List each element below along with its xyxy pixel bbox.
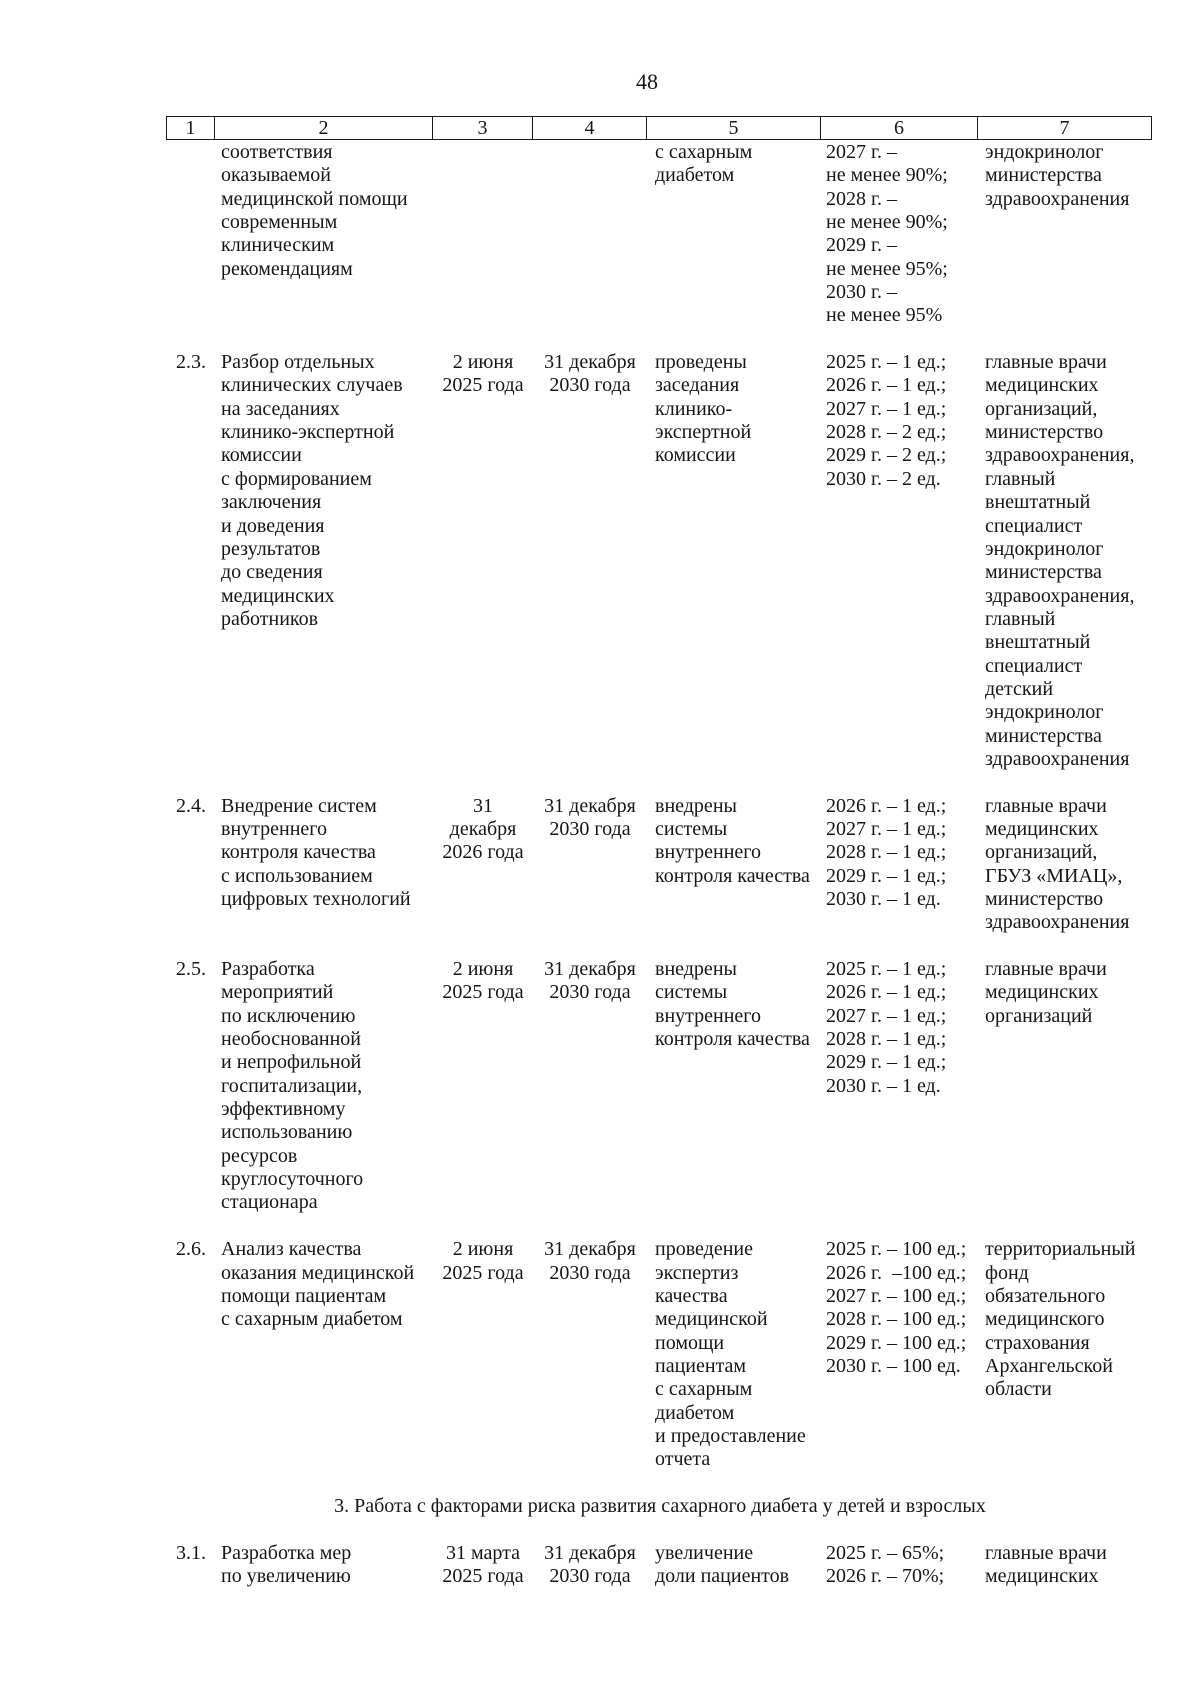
indicator-line: 2030 г. – 2 ед. <box>826 467 941 490</box>
responsible-cell <box>978 141 1152 328</box>
indicator-line: 2029 г. – 2 ед.; <box>826 444 947 467</box>
row-number-cell <box>167 958 215 1215</box>
responsible-cell <box>978 795 1152 935</box>
end-date-line: 2030 года <box>549 1564 631 1587</box>
result-cell <box>647 1238 821 1471</box>
responsible-line: главные врачи <box>985 794 1107 817</box>
section-2-rows <box>167 141 1152 1472</box>
activity-line: оказываемой <box>221 164 331 187</box>
start-date-line: 2025 года <box>442 981 524 1004</box>
start-date-line: 2025 года <box>442 374 524 397</box>
row-number-cell <box>167 1238 215 1471</box>
responsible-line: организаций, <box>985 841 1098 864</box>
indicator-line: 2029 г. – 1 ед.; <box>826 864 947 887</box>
result-cell <box>647 958 821 1215</box>
column-header-2: 2 <box>215 117 433 139</box>
indicator-cell <box>821 141 978 328</box>
activity-line: по исключению <box>221 1004 356 1027</box>
result-line: проведение <box>655 1238 753 1261</box>
indicator-line: не менее 90%; <box>826 211 948 234</box>
column-header-7: 7 <box>978 117 1152 139</box>
table-header-row <box>166 116 1152 140</box>
indicator-line: 2026 г. – 1 ед.; <box>826 374 947 397</box>
result-line: контроля качества <box>655 864 810 887</box>
activity-line: рекомендациям <box>221 257 353 280</box>
indicator-line: 2028 г. – 1 ед.; <box>826 841 947 864</box>
page-number: 48 <box>636 69 658 94</box>
activity-cell <box>215 1238 433 1471</box>
end-date-cell <box>533 795 647 935</box>
activity-line: медицинской помощи <box>221 187 408 210</box>
activity-line: Разбор отдельных <box>221 351 375 374</box>
result-line: качества <box>655 1284 728 1307</box>
indicator-line: 2029 г. – <box>826 234 897 257</box>
indicator-line: не менее 95% <box>826 304 943 327</box>
indicator-line: 2028 г. – <box>826 187 897 210</box>
responsible-cell <box>978 958 1152 1215</box>
start-date-cell <box>433 795 533 935</box>
responsible-line: медицинских <box>985 981 1099 1004</box>
activity-line: соответствия <box>221 141 333 163</box>
table-body <box>166 141 1152 1588</box>
section-heading: 3. Работа с факторами риска развития сахарного диабета у детей и взрослых <box>334 1494 986 1517</box>
activity-line: эффективному <box>221 1098 346 1121</box>
result-line: и предоставление <box>655 1424 806 1447</box>
responsible-line: эндокринолог <box>985 537 1104 560</box>
result-line: контроля качества <box>655 1028 810 1051</box>
end-date-line: 31 декабря <box>544 351 636 374</box>
column-header-5: 5 <box>647 117 821 139</box>
activity-cell <box>215 958 433 1215</box>
responsible-line: области <box>985 1378 1052 1401</box>
end-date-cell <box>533 141 647 328</box>
start-date-line: 31 марта <box>446 1541 520 1564</box>
indicator-line: 2030 г. – 1 ед. <box>826 888 941 910</box>
responsible-line: территориальный <box>985 1238 1136 1261</box>
row-number-line: 2.3. <box>176 351 206 374</box>
activity-line: контроля качества <box>221 841 376 864</box>
responsible-cell <box>978 351 1152 771</box>
indicator-line: 2028 г. – 100 ед.; <box>826 1308 967 1331</box>
activity-line: с формированием <box>221 467 372 490</box>
responsible-line: ГБУЗ «МИАЦ», <box>985 864 1123 887</box>
table-row <box>167 1542 1152 1589</box>
end-date-cell <box>533 1238 647 1471</box>
end-date-line: 31 декабря <box>544 1541 636 1564</box>
indicator-line: 2028 г. – 2 ед.; <box>826 421 947 444</box>
result-line: системы <box>655 981 728 1004</box>
result-line: экспертной <box>655 421 752 444</box>
indicator-line: не менее 95%; <box>826 257 948 280</box>
result-line: экспертиз <box>655 1261 739 1284</box>
responsible-line: главный <box>985 467 1056 490</box>
result-line: пациентам <box>655 1354 747 1377</box>
table-row <box>167 351 1152 771</box>
responsible-line: здравоохранения <box>985 187 1130 210</box>
row-number-line: 3.1. <box>176 1541 206 1564</box>
result-line: с сахарным <box>655 1378 753 1401</box>
activity-line: заключения <box>221 491 322 514</box>
activity-line: использованию <box>221 1121 353 1144</box>
column-header-3: 3 <box>433 117 533 139</box>
responsible-line: эндокринолог <box>985 701 1104 724</box>
responsible-line: Архангельской <box>985 1354 1113 1377</box>
indicator-line: 2025 г. – 1 ед.; <box>826 351 947 374</box>
result-cell <box>647 141 821 328</box>
activity-line: клиническим <box>221 234 335 257</box>
responsible-cell <box>978 1542 1152 1589</box>
indicator-line: 2027 г. – 1 ед.; <box>826 817 947 840</box>
indicator-line: 2028 г. – 1 ед.; <box>826 1028 947 1051</box>
start-date-line: 2 июня <box>452 958 514 981</box>
activity-line: и доведения <box>221 514 325 537</box>
activity-cell <box>215 1542 433 1589</box>
activity-line: внутреннего <box>221 817 327 840</box>
responsible-cell <box>978 1238 1152 1471</box>
row-number-line: 2.4. <box>176 794 206 817</box>
responsible-line: медицинских <box>985 1564 1099 1587</box>
end-date-cell <box>533 1542 647 1589</box>
start-date-cell <box>433 958 533 1215</box>
indicator-line: 2029 г. – 100 ед.; <box>826 1331 967 1354</box>
responsible-line: министерства <box>985 561 1102 584</box>
result-line: клинико- <box>655 397 733 420</box>
result-line: проведены <box>655 351 747 374</box>
activity-line: медицинских <box>221 584 335 607</box>
responsible-line: страхования <box>985 1331 1090 1354</box>
result-line: комиссии <box>655 444 736 467</box>
result-line: доли пациентов <box>655 1564 790 1587</box>
indicator-line: 2029 г. – 1 ед.; <box>826 1051 947 1074</box>
activity-line: на заседаниях <box>221 397 340 420</box>
start-date-cell <box>433 141 533 328</box>
responsible-line: главные врачи <box>985 351 1107 374</box>
indicator-cell <box>821 1542 978 1589</box>
responsible-line: здравоохранения, <box>985 584 1135 607</box>
indicator-line: 2025 г. – 100 ед.; <box>826 1238 967 1261</box>
responsible-line: министерства <box>985 724 1102 747</box>
result-line: системы <box>655 817 728 840</box>
responsible-line: здравоохранения <box>985 747 1130 770</box>
result-line: диабетом <box>655 164 735 187</box>
activity-line: результатов <box>221 537 321 560</box>
indicator-line: 2027 г. – 100 ед.; <box>826 1284 967 1307</box>
start-date-line: 31 <box>473 794 493 817</box>
activity-line: помощи пациентам <box>221 1284 387 1307</box>
start-date-cell <box>433 351 533 771</box>
activity-line: клинико-экспертной <box>221 421 395 444</box>
responsible-line: организаций <box>985 1004 1093 1027</box>
result-line: внутреннего <box>655 841 761 864</box>
indicator-line: 2025 г. – 65%; <box>826 1541 945 1564</box>
end-date-line: 2030 года <box>549 374 631 397</box>
plan-table <box>166 116 1152 1612</box>
column-header-1: 1 <box>167 117 215 139</box>
responsible-line: главные врачи <box>985 958 1107 981</box>
responsible-line: здравоохранения <box>985 911 1130 934</box>
result-line: с сахарным <box>655 141 753 163</box>
responsible-line: фонд <box>985 1261 1029 1284</box>
row-number-cell <box>167 1542 215 1589</box>
indicator-line: 2030 г. – <box>826 281 897 304</box>
result-line: медицинской <box>655 1308 768 1331</box>
result-line: увеличение <box>655 1541 754 1564</box>
column-header-4: 4 <box>533 117 647 139</box>
indicator-cell <box>821 795 978 935</box>
responsible-line: медицинского <box>985 1308 1105 1331</box>
responsible-line: главные врачи <box>985 1541 1107 1564</box>
end-date-line: 2030 года <box>549 817 631 840</box>
activity-line: круглосуточного <box>221 1168 364 1191</box>
indicator-line: 2027 г. – 1 ед.; <box>826 397 947 420</box>
activity-line: Анализ качества <box>221 1238 362 1261</box>
end-date-line: 31 декабря <box>544 794 636 817</box>
responsible-line: специалист <box>985 654 1083 677</box>
responsible-line: здравоохранения, <box>985 444 1135 467</box>
responsible-line: обязательного <box>985 1284 1106 1307</box>
indicator-line: 2027 г. – <box>826 141 897 163</box>
activity-line: клинических случаев <box>221 374 403 397</box>
activity-line: комиссии <box>221 444 302 467</box>
start-date-line: 2 июня <box>452 1238 514 1261</box>
activity-line: Разработка <box>221 958 315 981</box>
end-date-cell <box>533 351 647 771</box>
activity-line: до сведения <box>221 561 323 584</box>
responsible-line: детский <box>985 677 1054 700</box>
table-row <box>167 795 1152 935</box>
responsible-line: медицинских <box>985 817 1099 840</box>
indicator-line: 2030 г. – 1 ед. <box>826 1074 941 1097</box>
row-number-cell <box>167 795 215 935</box>
table-row <box>167 1238 1152 1471</box>
activity-cell <box>215 795 433 935</box>
row-number-cell <box>167 141 215 328</box>
column-header-6: 6 <box>821 117 978 139</box>
row-number-line: 2.5. <box>176 958 206 981</box>
responsible-line: эндокринолог <box>985 141 1104 163</box>
activity-line: Разработка мер <box>221 1541 352 1564</box>
indicator-cell <box>821 958 978 1215</box>
row-number-line: 2.6. <box>176 1238 206 1261</box>
responsible-line: министерство <box>985 888 1104 910</box>
activity-line: Внедрение систем <box>221 794 377 817</box>
end-date-line: 2030 года <box>549 1261 631 1284</box>
result-cell <box>647 795 821 935</box>
responsible-line: главный <box>985 607 1056 630</box>
activity-line: работников <box>221 607 319 630</box>
activity-line: ресурсов <box>221 1144 298 1167</box>
indicator-line: 2030 г. – 100 ед. <box>826 1354 961 1377</box>
end-date-line: 2030 года <box>549 981 631 1004</box>
start-date-cell <box>433 1238 533 1471</box>
indicator-cell <box>821 351 978 771</box>
indicator-line: не менее 90%; <box>826 164 948 187</box>
responsible-line: внештатный <box>985 631 1091 654</box>
table-row <box>167 958 1152 1215</box>
start-date-line: 2025 года <box>442 1564 524 1587</box>
section-3-rows <box>167 1542 1152 1589</box>
activity-line: с использованием <box>221 864 373 887</box>
end-date-line: 31 декабря <box>544 1238 636 1261</box>
end-date-cell <box>533 958 647 1215</box>
start-date-line: декабря <box>449 817 517 840</box>
activity-line: стационара <box>221 1191 318 1214</box>
result-cell <box>647 1542 821 1589</box>
responsible-line: внештатный <box>985 491 1091 514</box>
indicator-line: 2026 г. – 1 ед.; <box>826 981 947 1004</box>
start-date-line: 2026 года <box>442 841 524 864</box>
activity-line: мероприятий <box>221 981 334 1004</box>
indicator-line: 2026 г. – 1 ед.; <box>826 794 947 817</box>
table-row <box>167 141 1152 328</box>
result-line: диабетом <box>655 1401 735 1424</box>
result-line: внедрены <box>655 794 737 817</box>
indicator-line: 2026 г. –100 ед.; <box>826 1261 967 1284</box>
activity-line: современным <box>221 211 338 234</box>
responsible-line: министерства <box>985 164 1102 187</box>
activity-line: цифровых технологий <box>221 888 411 910</box>
result-line: заседания <box>655 374 740 397</box>
activity-line: госпитализации, <box>221 1074 363 1097</box>
activity-cell <box>215 141 433 328</box>
responsible-line: специалист <box>985 514 1083 537</box>
responsible-line: организаций, <box>985 397 1098 420</box>
indicator-line: 2027 г. – 1 ед.; <box>826 1004 947 1027</box>
end-date-line: 31 декабря <box>544 958 636 981</box>
activity-line: по увеличению <box>221 1564 351 1587</box>
start-date-line: 2025 года <box>442 1261 524 1284</box>
result-line: внедрены <box>655 958 737 981</box>
responsible-line: медицинских <box>985 374 1099 397</box>
start-date-line: 2 июня <box>452 351 514 374</box>
indicator-cell <box>821 1238 978 1471</box>
activity-line: с сахарным диабетом <box>221 1308 403 1331</box>
activity-cell <box>215 351 433 771</box>
indicator-line: 2025 г. – 1 ед.; <box>826 958 947 981</box>
indicator-line: 2026 г. – 70%; <box>826 1564 945 1587</box>
activity-line: оказания медицинской <box>221 1261 415 1284</box>
responsible-line: министерство <box>985 421 1104 444</box>
start-date-cell <box>433 1542 533 1589</box>
row-number-cell <box>167 351 215 771</box>
result-line: помощи <box>655 1331 725 1354</box>
result-line: внутреннего <box>655 1004 761 1027</box>
result-cell <box>647 351 821 771</box>
result-line: отчета <box>655 1448 711 1471</box>
activity-line: и непрофильной <box>221 1051 362 1074</box>
activity-line: необоснованной <box>221 1028 361 1051</box>
